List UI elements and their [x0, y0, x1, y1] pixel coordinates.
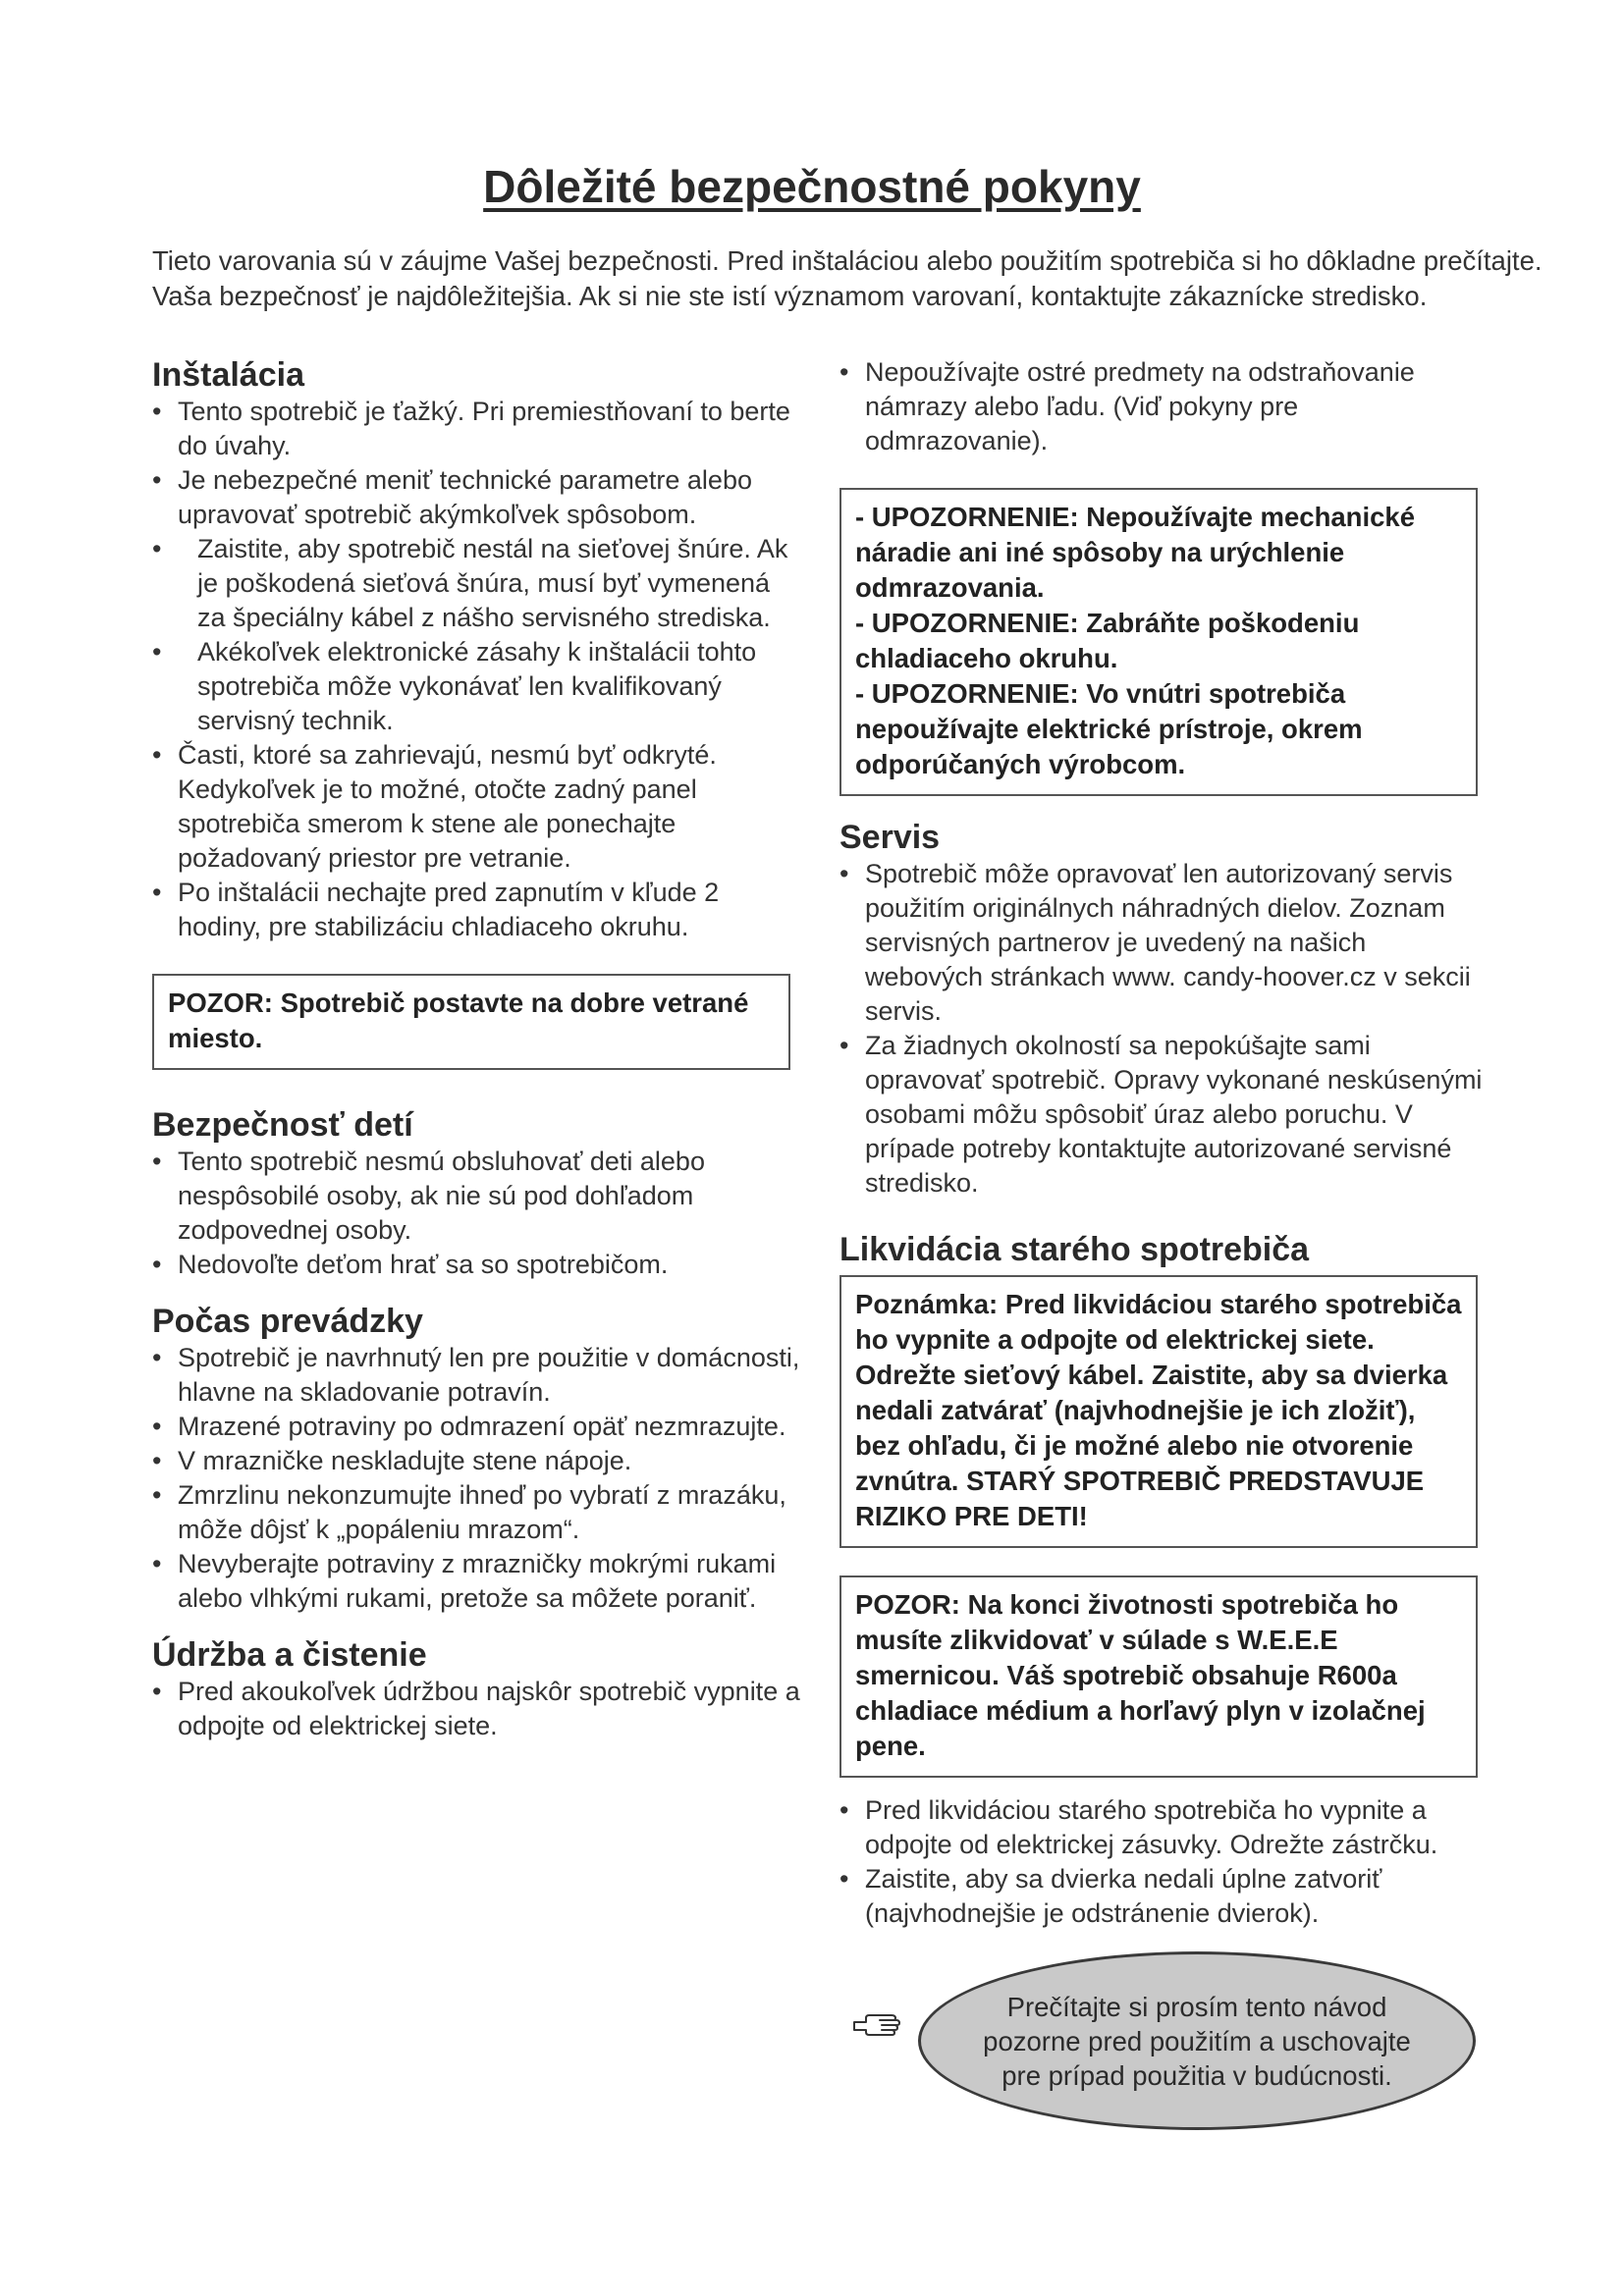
pointing-hand-icon	[852, 2010, 901, 2040]
upozornenie-box	[839, 488, 1478, 796]
list-item: • Pred akoukoľvek údržbou najskôr spotrebič vypnite a odpojte od elektrickej siete.	[152, 1677, 800, 1740]
list-item: • Zaistite, aby sa dvierka nedali úplne zatvoriť (najvhodnejšie je odstránenie dvierok).	[839, 1864, 1382, 1928]
list-item: • V mrazničke neskladujte stene nápoje.	[152, 1446, 632, 1475]
list-item: • Mrazené potraviny po odmrazení opäť nezmrazujte.	[152, 1412, 786, 1441]
list-item: • Za žiadnych okolností sa nepokúšajte sami opravovať spotrebič. Opravy vykonané neskúsenými osobami môžu spôsobiť úraz alebo poruchu. V prípade potreby kontaktujte autorizované servisné stredisko.	[839, 1031, 1483, 1198]
list-item: • Nevyberajte potraviny z mrazničky mokrými rukami alebo vlhkými rukami, pretože sa môžete poraniť.	[152, 1549, 777, 1613]
list-item: • Po inštalácii nechajte pred zapnutím v kľude 2 hodiny, pre stabilizáciu chladiaceho okruhu.	[152, 878, 720, 941]
notice-text: Prečítajte si prosím tento návod pozorne pred použitím a uschovajte pre prípad použitia v budúcnosti.	[983, 1991, 1411, 2091]
odmrazovanie-list	[839, 355, 1488, 458]
list-item: • Tento spotrebič je ťažký. Pri premiestňovaní to berte do úvahy.	[152, 397, 790, 460]
notice-oval	[918, 1951, 1476, 2130]
upozornenie-3: - UPOZORNENIE: Vo vnútri spotrebiča nepoužívajte elektrické prístroje, okrem odporúčaných výrobcom.	[855, 678, 1363, 779]
udrzba-list	[152, 1675, 800, 1743]
page-title: Dôležité bezpečnostné pokyny	[483, 161, 1141, 212]
pozor-weee-box: POZOR: Na konci životnosti spotrebiča ho musíte zlikvidovať v súlade s W.E.E.E smernicou. Váš spotrebič obsahuje R600a chladiace médium a horľavý plyn v izolačnej pene.	[839, 1575, 1478, 1778]
left-column	[152, 355, 800, 1743]
list-item: • Akékoľvek elektronické zásahy k inštalácii tohto spotrebiča môže vykonávať len kvalifikovaný servisný technik.	[152, 637, 757, 735]
intro-paragraph: Tieto varovania sú v záujme Vašej bezpečnosti. Pred inštaláciou alebo použitím spotrebiča si ho dôkladne prečítajte. Vaša bezpečnosť je najdôležitejšia. Ak si nie ste istí významom varovaní, kontaktujte zákaznícke stredisko.	[152, 245, 1543, 311]
bezpecnost-deti-list	[152, 1145, 800, 1282]
pozor-vetrane-box: POZOR: Spotrebič postavte na dobre vetrané miesto.	[152, 974, 790, 1070]
section-heading-servis: Servis	[839, 819, 941, 856]
section-heading-bezpecnost-deti: Bezpečnosť detí	[152, 1106, 413, 1144]
upozornenie-1: - UPOZORNENIE: Nepoužívajte mechanické náradie ani iné spôsoby na urýchlenie odmrazovania.	[855, 502, 1415, 603]
pocas-prevadzky-list	[152, 1341, 800, 1616]
list-item: • Nedovoľte deťom hrať sa so spotrebičom.	[152, 1250, 669, 1279]
right-column	[839, 355, 1488, 1931]
list-item: • Spotrebič môže opravovať len autorizovaný servis použitím originálnych náhradných dielov. Zoznam servisných partnerov je uvedený na našich webových stránkach www. candy-hoover.cz v sekcii servis.	[839, 859, 1471, 1026]
section-heading-likvidacia: Likvidácia starého spotrebiča	[839, 1231, 1310, 1268]
list-item: • Zaistite, aby spotrebič nestál na sieťovej šnúre. Ak je poškodená sieťová šnúra, musí byť vymenená za špeciálny kábel z nášho servisného strediska.	[152, 534, 788, 632]
list-item: • Časti, ktoré sa zahrievajú, nesmú byť odkryté. Kedykoľvek je to možné, otočte zadný panel spotrebiča smerom k stene ale ponechajte požadovaný priestor pre vetranie.	[152, 740, 717, 873]
poznamka-box: Poznámka: Pred likvidáciou starého spotrebiča ho vypnite a odpojte od elektrickej siete. Odrežte sieťový kábel. Zaistite, aby sa dvierka nedali zatvárať (najvhodnejšie je ich zložiť), bez ohľadu, či je možné alebo nie otvorenie zvnútra. STARÝ SPOTREBIČ PREDSTAVUJE RIZIKO PRE DETI!	[839, 1275, 1478, 1548]
list-item: • Spotrebič je navrhnutý len pre použitie v domácnosti, hlavne na skladovanie potravín.	[152, 1343, 800, 1407]
likvidacia-list	[839, 1793, 1488, 1931]
list-item: • Nepoužívajte ostré predmety na odstraňovanie námrazy alebo ľadu. (Viď pokyny pre odmrazovanie).	[839, 357, 1415, 455]
section-heading-udrzba: Údržba a čistenie	[152, 1636, 427, 1674]
section-heading-pocas-prevadzky: Počas prevádzky	[152, 1303, 423, 1340]
list-item: • Zmrzlinu nekonzumujte ihneď po vybratí z mrazáku, môže dôjsť k „popáleniu mrazom“.	[152, 1480, 786, 1544]
list-item: • Pred likvidáciou starého spotrebiča ho vypnite a odpojte od elektrickej zásuvky. Odrežte zástrčku.	[839, 1795, 1438, 1859]
list-item: • Je nebezpečné meniť technické parametre alebo upravovať spotrebič akýmkoľvek spôsobom.	[152, 465, 752, 529]
section-heading-instalacia: Inštalácia	[152, 356, 304, 394]
servis-list	[839, 857, 1488, 1201]
instalacia-list	[152, 395, 800, 944]
list-item: • Tento spotrebič nesmú obsluhovať deti alebo nespôsobilé osoby, ak nie sú pod dohľadom zodpovednej osoby.	[152, 1147, 705, 1245]
upozornenie-2: - UPOZORNENIE: Zabráňte poškodeniu chladiaceho okruhu.	[855, 608, 1360, 673]
